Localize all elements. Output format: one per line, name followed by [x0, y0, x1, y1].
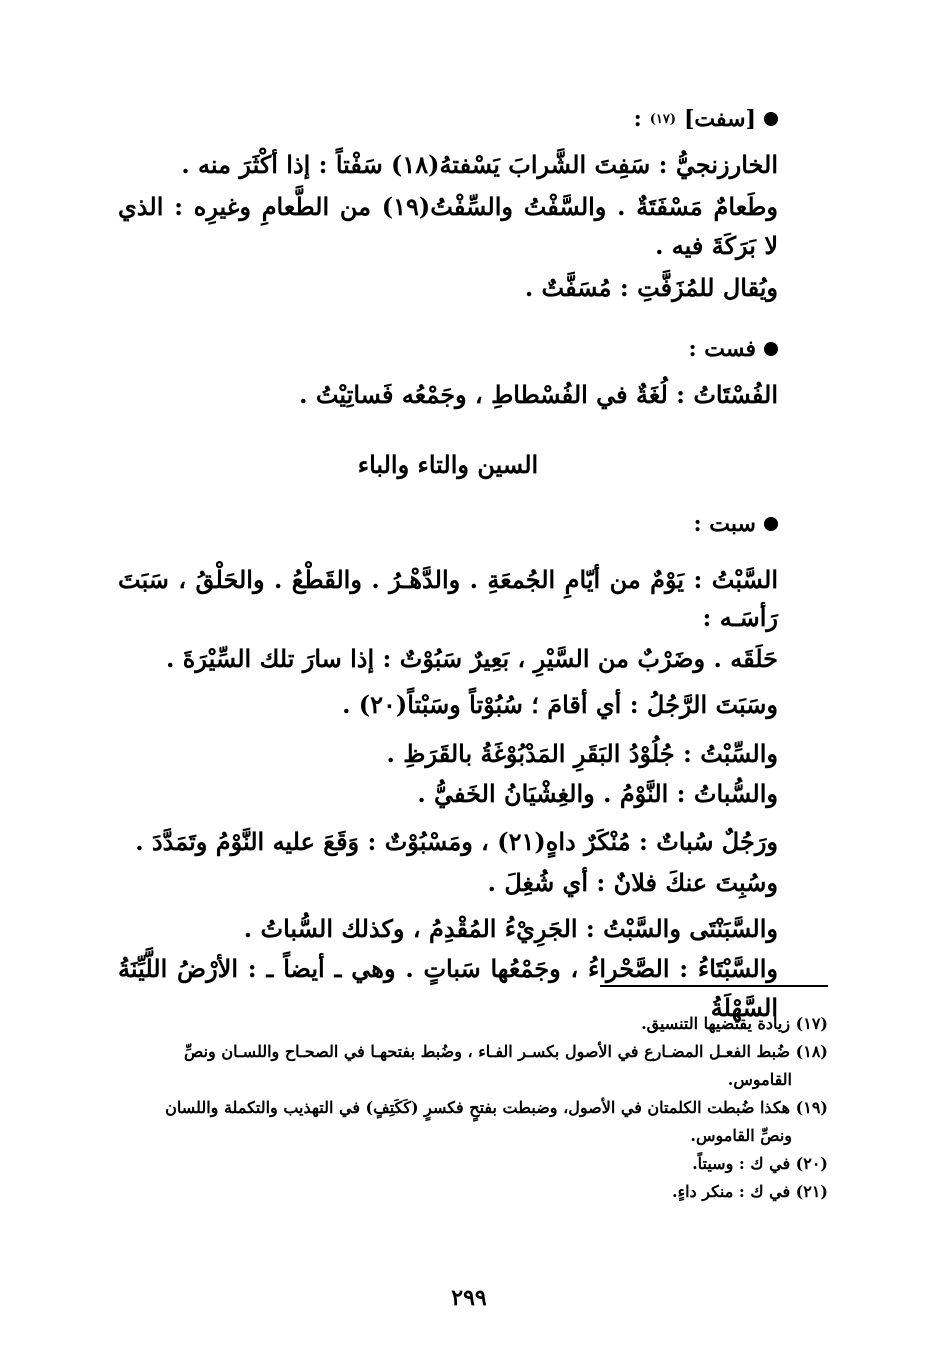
section-title: السين والتاء والباء — [357, 449, 539, 479]
bullet-icon — [764, 342, 778, 356]
sabt-line-8: والسَّبَنْتَى والسَّبْتُ : الجَرِيْءُ المُقْدِمُ ، وكذلك السُّباتُ . — [243, 914, 778, 944]
fast-line-1: الفُسْتَاتُ : لُغَةٌ في الفُسْطاطِ ، وجَمْعُه فَساتِيْتُ . — [299, 379, 778, 409]
spacer — [118, 312, 778, 330]
sabt-line-6: ورَجُلٌ سُباتٌ : مُنْكَرٌ داهٍ(٢١) ، ومَسْبُوْتٌ : وَقَعَ عليه النَّوْمُ وتَمَدَّدَ . — [135, 827, 778, 857]
bullet-icon — [764, 112, 778, 126]
sabt-line-4: والسِّبْتُ : جُلُوْدُ البَقَرِ المَدْبُوْغَةُ بالقَرَظِ . — [386, 738, 778, 768]
sabt-line-1: السَّبْتُ : يَوْمٌ من أيّامِ الجُمعَةِ . والدَّهْـرُ . والقَطْعُ . والحَلْقُ ، سَبَتَ رَأسَـه : — [118, 564, 779, 633]
footnote-17: (١٧) زيادة يقتضيها التنسيق. — [641, 1014, 828, 1033]
entry-head-sabt — [118, 511, 778, 537]
footnote-20: (٢٠) في ك : وسيتاً. — [692, 1154, 828, 1173]
entry-head-label: [سفت] — [684, 106, 756, 132]
saft-line-2: وطَعامٌ مَسْفَتَةٌ . والسَّفْتُ والسِّفْتُ(١٩) من الطَّعامِ وغيرِه : الذي لا بَرَكَةَ فيه . — [118, 192, 778, 260]
footnote-21: (٢١) في ك : منكر داءٍ. — [672, 1182, 828, 1201]
colon: : — [633, 106, 642, 132]
footnote-18-cont: القاموس. — [727, 1070, 792, 1089]
footnote-18: (١٨) ضُبط الفعـل المضـارع في الأصول بكسـر الفـاء ، وضُبط بفتحهـا في الصحـاح واللسـان ونصِّ — [184, 1042, 828, 1061]
entry-head-fast — [118, 336, 778, 362]
footnote-divider — [600, 985, 828, 987]
saft-line-3: ويُقال للمُزَفَّتِ : مُسَفَّتٌ . — [524, 273, 778, 303]
sabt-line-3: وسَبَتَ الرَّجُلُ : أي أقامَ ؛ سُبُوْتاً وسَبْتاً(٢٠) . — [342, 690, 778, 720]
footnote-19: (١٩) هكذا ضُبطت الكلمتان في الأصول، وضبطت بفتحٍ فكسرٍ (كَكَتِفٍ) في التهذيب والتكملة واللسان — [165, 1098, 828, 1117]
entry-head-label: فست : — [688, 335, 756, 362]
sabt-line-5: والسُّباتُ : النَّوْمُ . والغِشْيَانُ الخَفيُّ . — [417, 778, 778, 808]
footnote-19-cont: ونصِّ القاموس. — [690, 1126, 792, 1145]
entry-head-saft — [118, 106, 778, 132]
footnotes — [108, 1010, 828, 1206]
main-text — [118, 100, 778, 1031]
entry-head-note: (١٧) — [649, 111, 677, 127]
page-number: ٢٩٩ — [451, 1285, 487, 1311]
sabt-line-2: حَلَقَه . وضَرْبٌ من السَّيْرِ ، بَعِيرٌ سَبُوْتٌ : إذا سارَ تلك السِّيْرَةَ . — [166, 643, 778, 673]
saft-line-1: الخارزنجيُّ : سَفِتَ الشَّرابَ يَسْفتهُ(١٨) سَفْتاً : إذا أكْثَرَ منه . — [181, 150, 778, 179]
sabt-line-9: والسَّبْتَاءُ : الصَّحْراءُ ، وجَمْعُها سَباتٍ . وهي ـ أيضاً ـ : الأرْضُ اللَّيِّنَةُ السَّهْلَةُ — [118, 954, 778, 1022]
bullet-icon — [764, 517, 778, 531]
entry-head-label: سبت : — [693, 510, 756, 537]
sabt-line-7: وسُبِتَ عنكَ فلانٌ : أي شُغِلَ . — [487, 867, 778, 897]
